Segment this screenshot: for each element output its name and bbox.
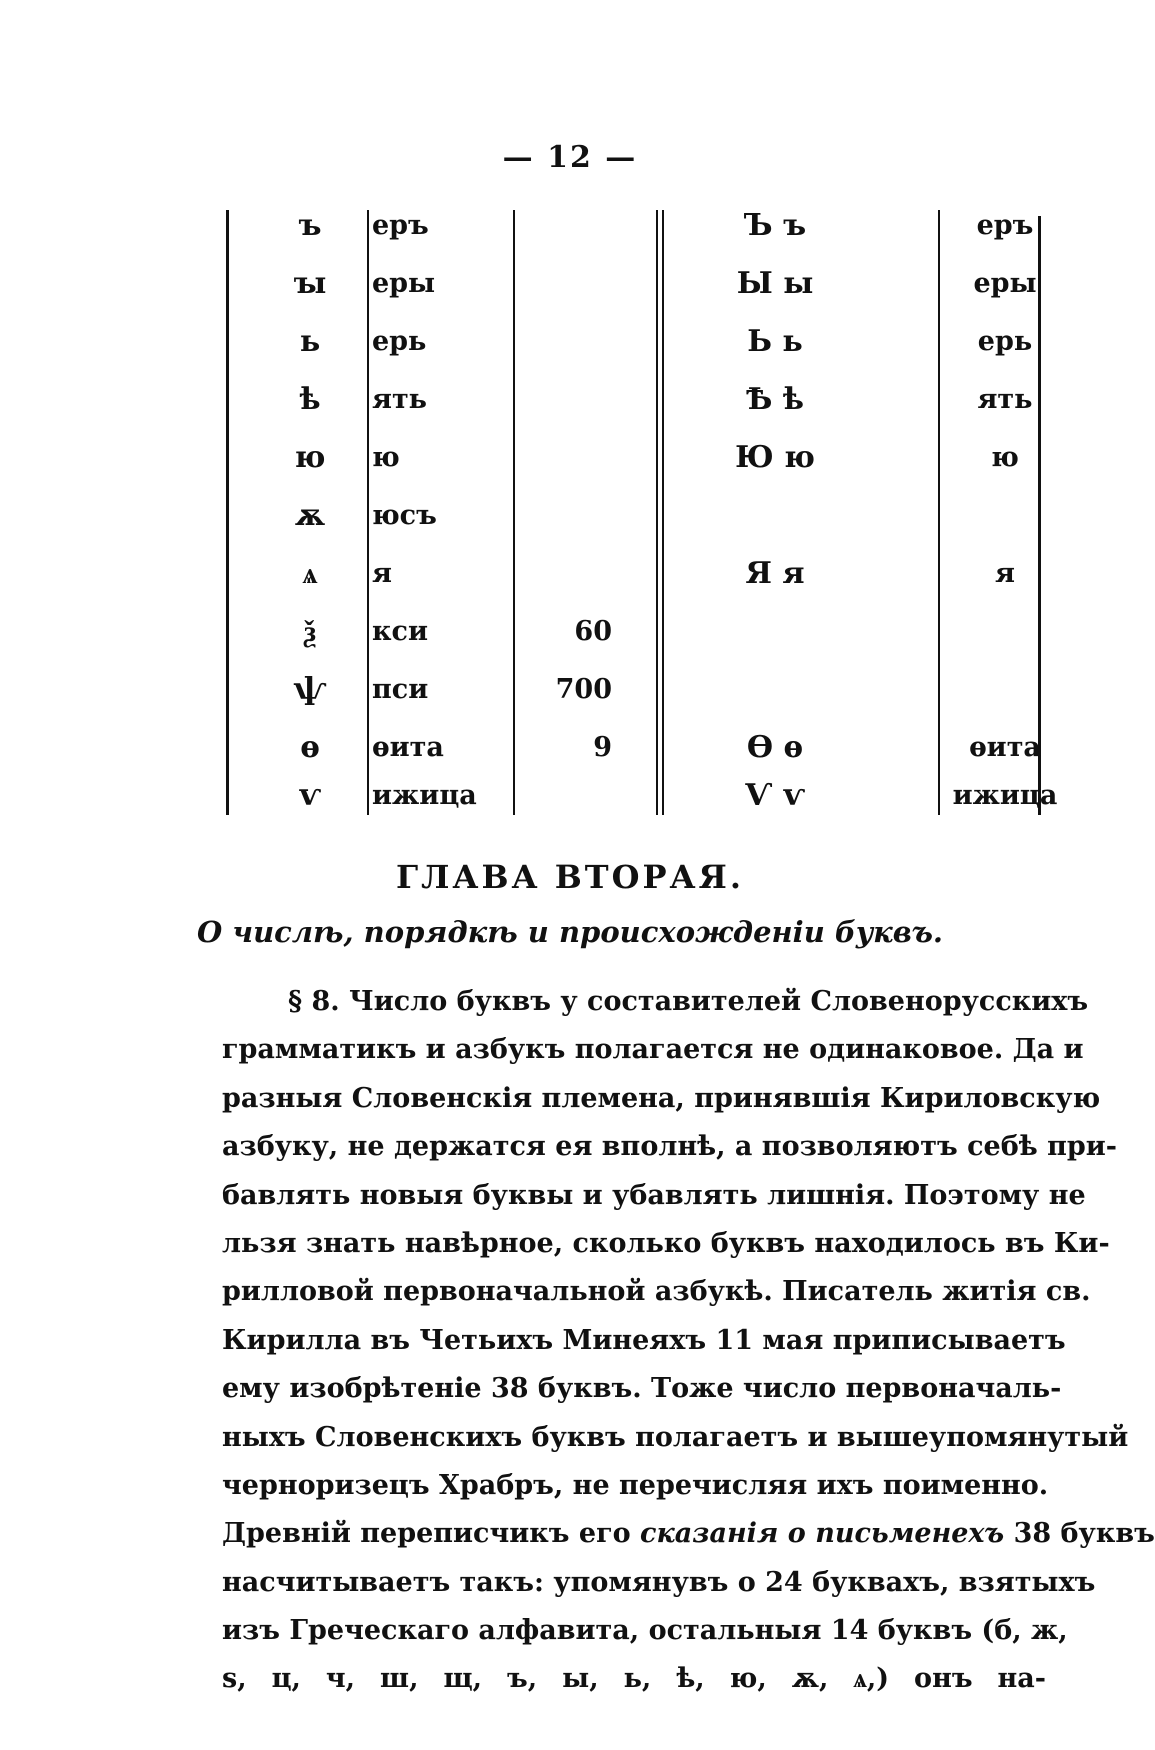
- old-glyph: ѧ: [302, 556, 318, 591]
- old-glyph: ѳ: [300, 730, 320, 765]
- modern-glyph: Я я: [745, 556, 805, 591]
- numeric-value: [520, 545, 612, 603]
- text-line: ныхъ Словенскихъ буквъ полагаетъ и вышеупомянутый: [222, 1421, 1129, 1453]
- old-glyph: ѱ: [293, 672, 327, 707]
- old-glyph: ѯ: [303, 614, 317, 649]
- modern-glyph: Ѵ ѵ: [744, 778, 806, 813]
- letter-name: еръ: [372, 210, 429, 241]
- modern-glyph: [685, 487, 865, 545]
- modern-glyph: Ь ь: [747, 324, 803, 359]
- paragraph: [222, 978, 1155, 1704]
- modern-glyph: Ъ ъ: [743, 208, 807, 243]
- modern-glyph: [685, 661, 865, 719]
- text-line: Кирилла въ Четьихъ Минеяхъ 11 мая приписываетъ: [222, 1324, 1066, 1356]
- modern-glyph: Ѳ ѳ: [746, 730, 804, 765]
- text-run: 38 буквъ: [1013, 1518, 1155, 1550]
- table-row: [0, 255, 1140, 313]
- old-glyph: ъ: [298, 208, 322, 243]
- old-glyph: ь: [299, 324, 321, 359]
- modern-letter-name: ѳита: [969, 732, 1041, 763]
- table-row: [0, 197, 1140, 255]
- modern-letter-name: ерь: [977, 326, 1033, 357]
- numeric-value: [520, 255, 612, 313]
- numeric-value: 9: [593, 732, 612, 763]
- letter-name: ѳита: [372, 732, 444, 763]
- text-line: бавлять новыя буквы и убавлять лишнія. Поэтому не: [222, 1179, 1086, 1211]
- letter-name: ерь: [372, 326, 427, 357]
- modern-letter-name: ижица: [952, 780, 1058, 811]
- numeric-value: [520, 197, 612, 255]
- table-row: [0, 603, 1140, 661]
- modern-letter-name: ю: [991, 442, 1019, 473]
- text-line: [222, 1510, 1155, 1558]
- chapter-subtitle: О числѣ, порядкѣ и происхожденіи буквъ.: [196, 915, 944, 949]
- numeric-value: [520, 767, 612, 825]
- numeric-value: [520, 429, 612, 487]
- table-row: [0, 313, 1140, 371]
- text-line: изъ Греческаго алфавита, остальныя 14 буквъ (б, ж,: [222, 1615, 1068, 1647]
- letter-name: ижица: [372, 780, 477, 811]
- table-row: [0, 371, 1140, 429]
- text-line: льзя знать навѣрное, сколько буквъ находилось въ Ки-: [222, 1227, 1110, 1259]
- modern-letter-name: [940, 603, 1070, 661]
- text-line: разныя Словенскія племена, принявшія Кириловскую: [222, 1082, 1101, 1114]
- page-number: — 12 —: [502, 140, 638, 175]
- letter-name: я: [372, 558, 392, 589]
- modern-glyph: Ы ы: [736, 266, 814, 301]
- letter-name: юсъ: [372, 500, 437, 531]
- modern-letter-name: еръ: [976, 210, 1034, 241]
- text-line: § 8. Число буквъ у составителей Словенорусскихъ: [288, 986, 1089, 1017]
- chapter-title: ГЛАВА ВТОРАЯ.: [396, 858, 744, 896]
- modern-glyph: Ю ю: [735, 440, 815, 475]
- letter-name: ю: [372, 442, 400, 473]
- modern-letter-name: ять: [977, 384, 1033, 415]
- text-line: ѕ, ц, ч, ш, щ, ъ, ы, ь, ѣ, ю, ѫ, ѧ,) онъ на-: [222, 1663, 1046, 1695]
- letter-name: ять: [372, 384, 428, 415]
- text-line: азбуку, не держатся ея вполнѣ, а позволяютъ себѣ при-: [222, 1131, 1117, 1163]
- old-glyph: ѵ: [298, 778, 322, 813]
- old-glyph: ѫ: [294, 498, 326, 533]
- modern-glyph: Ѣ ѣ: [746, 382, 804, 417]
- letter-name: кси: [372, 616, 428, 647]
- numeric-value: 700: [555, 674, 612, 705]
- text-line: грамматикъ и азбукъ полагается не одинаковое. Да и: [222, 1034, 1084, 1066]
- text-line: рилловой первоначальной азбукѣ. Писатель житія св.: [222, 1276, 1091, 1308]
- letter-name: пси: [372, 674, 429, 705]
- italic-title-run: сказанія о письменехъ: [640, 1518, 1005, 1550]
- text-line: ему изобрѣтеніе 38 буквъ. Тоже число первоначаль-: [222, 1373, 1062, 1405]
- modern-letter-name: я: [995, 558, 1015, 589]
- old-glyph: ѣ: [299, 382, 321, 417]
- modern-letter-name: [940, 487, 1070, 545]
- table-row: [0, 661, 1140, 719]
- table-row: [0, 429, 1140, 487]
- numeric-value: 60: [574, 616, 612, 647]
- old-glyph: ю: [294, 440, 326, 475]
- numeric-value: [520, 487, 612, 545]
- table-row: [0, 487, 1140, 545]
- text-line: черноризецъ Храбръ, не перечисляя ихъ поименно.: [222, 1469, 1049, 1501]
- modern-glyph: [685, 603, 865, 661]
- numeric-value: [520, 313, 612, 371]
- letter-name: еры: [372, 268, 436, 299]
- old-glyph: ꙑ: [293, 266, 327, 301]
- modern-letter-name: еры: [973, 268, 1037, 299]
- text-line: насчитываетъ такъ: упомянувъ о 24 буквахъ, взятыхъ: [222, 1566, 1096, 1598]
- numeric-value: [520, 371, 612, 429]
- modern-letter-name: [940, 661, 1070, 719]
- table-row: [0, 545, 1140, 603]
- table-row: [0, 767, 1140, 825]
- text-run: Древній переписчикъ его: [222, 1518, 631, 1550]
